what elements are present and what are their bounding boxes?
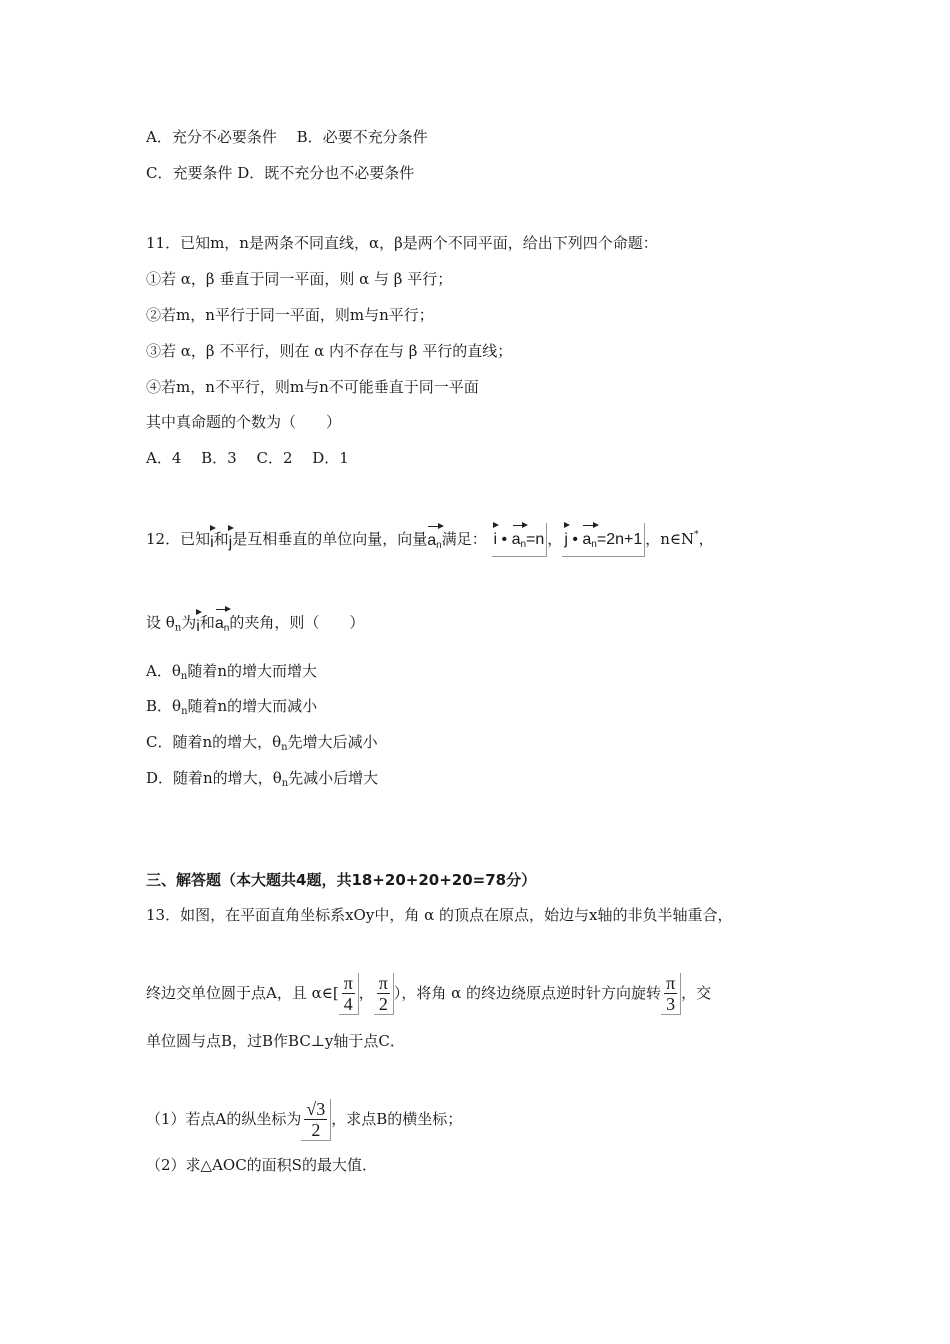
theta-n-label: 设 θ (146, 613, 175, 632)
q12-and: 和 (213, 530, 229, 548)
q12-prefix: 12．已知 (146, 530, 211, 548)
q13-line2 (146, 973, 711, 1015)
q13-rotate-text: ），将角 α 的终边绕原点逆时针方向旋转 (393, 984, 662, 1002)
vector-i: i (210, 526, 214, 554)
vector-an-2: $a_n$ (215, 607, 229, 640)
fraction-pi-over-2: $\frac{\pi}{2}$ (374, 973, 394, 1015)
q13-line3: 单位圆与点B，过B作BC⊥y轴于点C． (146, 1032, 405, 1050)
vector-j: j (229, 526, 233, 554)
fraction-sqrt3-over-2: $\frac{√3}{2}$ (301, 1099, 331, 1141)
fraction-pi-over-3: $\frac{\pi}{3}$ (661, 973, 681, 1015)
q13-sub1-pre: （1）若点A的纵坐标为 (146, 1110, 302, 1128)
q13-line2-end: ，交 (681, 984, 712, 1002)
q12-option-c: C．随着n的增大，$\theta_n$先增大后减小 (146, 733, 378, 753)
q12-n-domain: ，n∈N (645, 530, 695, 548)
q12-comma: ， (547, 530, 563, 548)
q12-star: * (694, 530, 699, 540)
q11-proposition-2: ②若m，n平行于同一平面，则m与n平行； (146, 306, 434, 324)
q12-angle-question: 的夹角，则（ ） (229, 613, 365, 632)
q12-line2 (146, 607, 364, 640)
q12-option-d: D．随着n的增大，$\theta_n$先减小后增大 (146, 769, 379, 789)
q13-line1: 13．如图，在平面直角坐标系xOy中，角 α 的顶点在原点，始边与x轴的非负半轴重合， (146, 906, 733, 924)
q11-proposition-1: ①若 α，β 垂直于同一平面，则 α 与 β 平行； (146, 270, 453, 288)
q12-and-2: 和 (199, 613, 215, 632)
equation-j-dot-an: j • $a_n=2n+1$ (562, 523, 645, 557)
q12-for: 为 (181, 613, 197, 632)
q12-mid: 是互相垂直的单位向量，向量 (232, 530, 428, 548)
section-heading: 三、解答题（本大题共4题，共18+20+20+20=78分） (146, 871, 537, 889)
q11-question: 其中真命题的个数为（ ） (146, 413, 342, 431)
q13-subquestion-2: （2）求△AOC的面积S的最大值． (146, 1156, 377, 1174)
q13-sub1-post: ，求点B的横坐标； (331, 1110, 463, 1128)
q12-option-a: A．$\theta_n$随着n的增大而增大 (146, 662, 317, 682)
q12-option-b: B．$\theta_n$随着n的增大而减小 (146, 697, 318, 717)
q12-satisfy: 满足： (441, 530, 487, 548)
q12-stem (146, 523, 714, 557)
theta-sub: n (174, 622, 182, 634)
vector-an: $a_n$ (427, 524, 441, 557)
q11-proposition-3: ③若 α，β 不平行，则在 α 内不存在与 β 平行的直线； (146, 342, 513, 360)
q10-options-line2: C．充要条件 D．既不充分也不必要条件 (146, 164, 415, 182)
q13-comma: ， (358, 984, 374, 1002)
q10-options-line1: A．充分不必要条件 B．必要不充分条件 (146, 128, 428, 146)
q11-options: A．4 B．3 C．2 D．1 (146, 449, 349, 467)
vector-i-2: i (196, 610, 200, 638)
q11-stem: 11．已知m，n是两条不同直线，α，β是两个不同平面，给出下列四个命题： (146, 234, 658, 252)
q11-proposition-4: ④若m，n不平行，则m与n不可能垂直于同一平面 (146, 378, 479, 396)
q12-tail: ， (698, 530, 714, 548)
q13-subquestion-1 (146, 1099, 462, 1141)
equation-i-dot-an: i • $a_n=n$ (492, 523, 548, 557)
fraction-pi-over-4: $\frac{\pi}{4}$ (339, 973, 359, 1015)
q13-interval-pre: 终边交单位圆于点A，且 α∈[ (146, 984, 339, 1002)
